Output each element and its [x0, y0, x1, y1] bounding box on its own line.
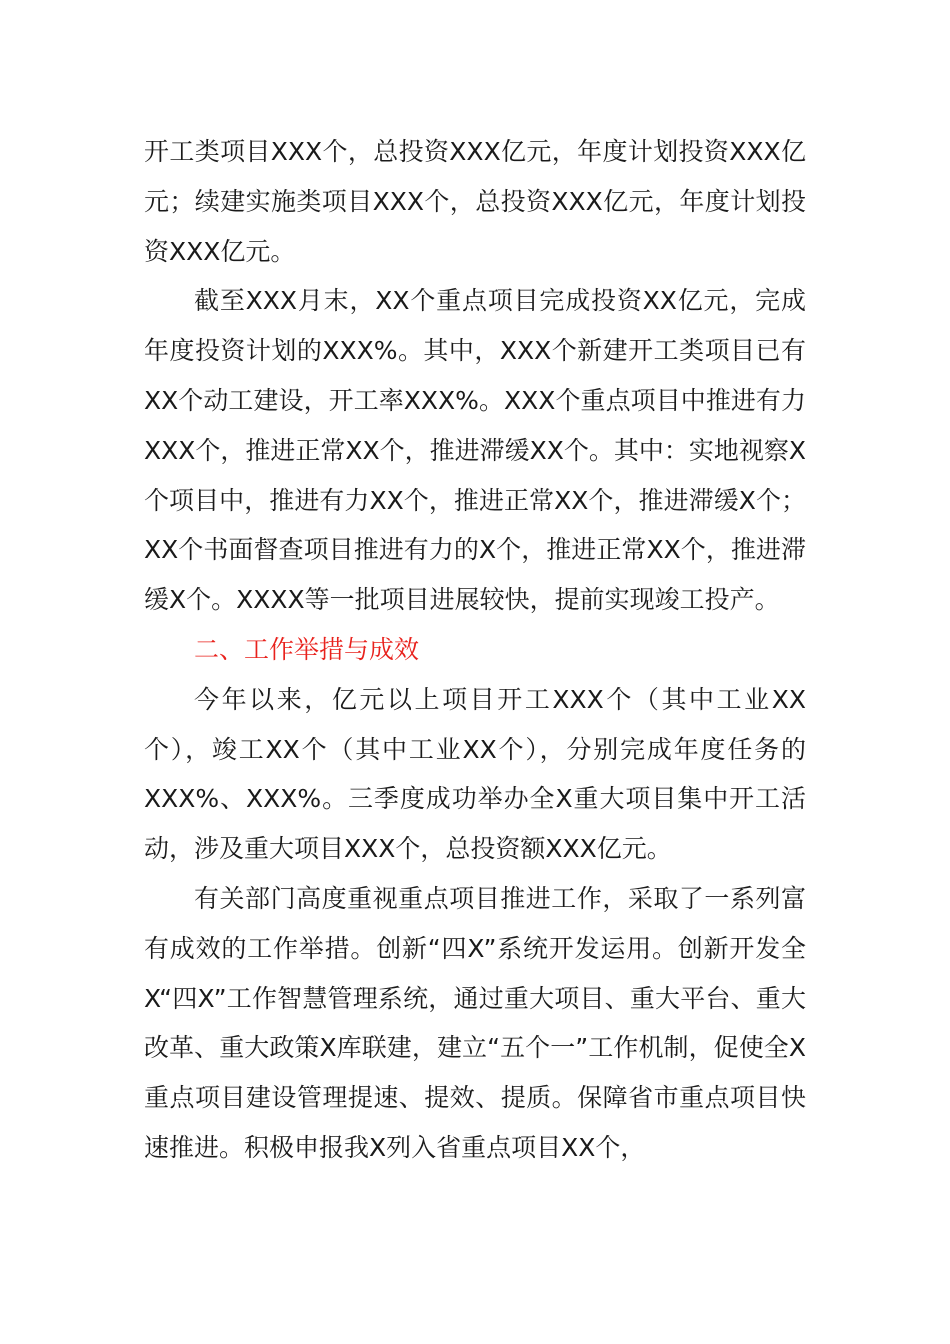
paragraph-work-measures: 有关部门高度重视重点项目推进工作，采取了一系列富有成效的工作举措。创新“四X”系统开发运用。创新开发全X“四X”工作智慧管理系统，通过重大项目、重大平台、重大改革、重大政策X库联建，建立“五个一”工作机制，促使全X重点项目建设管理提速、提效、提质。保障省市重点项目快速推进。积极申报我X列入省重点项目XX个，: [144, 883, 806, 1162]
paragraph-continuation: 开工类项目XXX个，总投资XXX亿元，年度计划投资XXX亿元；续建实施类项目XXX个，总投资XXX亿元，年度计划投资XXX亿元。: [144, 137, 806, 266]
section-heading: 二、工作举措与成效: [194, 634, 420, 664]
paragraph-investment-progress: 截至XXX月末，XX个重点项目完成投资XX亿元，完成年度投资计划的XXX%。其中，XXX个新建开工类项目已有XX个动工建设，开工率XXX%。XXX个重点项目中推进有力XXX个，推进正常XX个，推进滞缓XX个。其中：实地视察X个项目中，推进有力XX个，推进正常XX个，推进滞缓X个；XX个书面督查项目推进有力的X个，推进正常XX个，推进滞缓X个。XXXX等一批项目进展较快，提前实现竣工投产。: [144, 286, 807, 615]
paragraph-project-starts: 今年以来，亿元以上项目开工XXX个（其中工业XX个），竣工XX个（其中工业XX个），分别完成年度任务的XXX%、XXX%。三季度成功举办全X重大项目集中开工活动，涉及重大项目XXX个，总投资额XXX亿元。: [144, 684, 806, 864]
document-body: [144, 127, 806, 1173]
